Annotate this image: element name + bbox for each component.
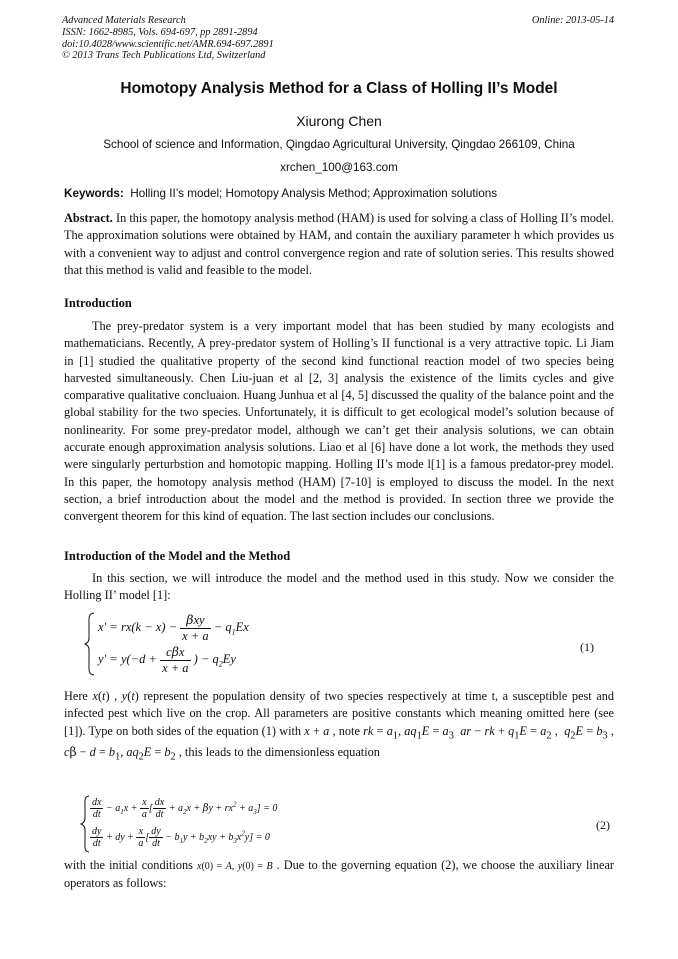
here-word: Here <box>64 689 88 703</box>
journal-header <box>62 15 274 62</box>
issn-line: ISSN: 1662-8985, Vols. 694-697, pp 2891-2894 <box>62 26 258 38</box>
abstract-label: Abstract. <box>64 211 113 225</box>
introduction-text: The prey-predator system is a very important model that has been studied by many ecologists and mathematicians. Recently, A prey-predator system of Holling’s II functional is a very attractive topic. Li Jiam in [1] studied the qualitative property of the second kind functional reaction model of two species being harvested simultaneously. Chen Liu-juan et al [2, 3] analysis the existence of the limits cycles and give comparative qualitative concluaion. Huang Junhua et al [4, 5] discussed the quality of the balance point and the global stability for the two species. Unfortunately, it is difficult to get ecological model’s solution because of nonlinearity. For some prey-predator model, although we can’t get their analysis solutions, we can obtain accurate enough approximation analysis solutions. Liao et al [6] have done a lot work, the methods they used were singularly perturbstion and homotopic mapping. Holling II’s mode l[1] is a famous predator-prey model. In this paper, the homotopy analysis method (HAM) [7-10] is employed to discuss the model. In the next section, a brief introduction about the model and the method is provided. In section three we provide the convergent theorem for this kind of equation. The last section includes our conclusions. <box>64 319 614 524</box>
paper-title: Homotopy Analysis Method for a Class of Holling II’s Model <box>120 80 558 97</box>
abstract-text: In this paper, the homotopy analysis method (HAM) is used for solving a class of Holling II’s model. The approximation solutions were obtained by HAM, and contain the auxiliary parameter h which provides us with a convenient way to adjust and control convergence region and rate of solution series. This results showed that this method is valid and feasible to the model. <box>64 211 615 277</box>
online-date: Online: 2013-05-14 <box>531 15 614 26</box>
equation-1-number: (1) <box>580 640 594 654</box>
journal-name: Advanced Materials Research <box>62 15 186 26</box>
abstract <box>64 210 614 279</box>
introduction-heading: Introduction <box>64 296 132 310</box>
copyright-line: © 2013 Trans Tech Publications Ltd, Switzerland <box>62 50 266 62</box>
after-eq2-text-b: . Due to the governing equation (2), we choose the auxiliary linear operators as follows: <box>64 858 614 891</box>
keywords <box>64 187 620 200</box>
equation-2-number: (2) <box>596 818 610 832</box>
paragraph-after-eq1: Here x(t) , y(t) represent the population density of two species respectively at time t, a susceptible pest and infected pest which live on the crop. All parameters are positive constants which meaning omitted here (see [1]). Type on both sides of the equation (1) with x + a , note rk = $a_1$, $aq_1E = a_3$ ar − rk + $q_1E = a_2$ , $q_2E = b_3$ , $c\beta - d = b_1$, $aq_2E = b_2$ , this leads to the dimensionless equation <box>64 689 614 763</box>
affiliation: School of science and Information, Qingdao Agricultural University, Qingdao 266109, China <box>103 138 575 151</box>
after-eq2-text-a: with the initial conditions <box>64 858 193 872</box>
model-section-intro: In this section, we will introduce the model and the method used in this study. Now we consider the Holling II’ model [1]: <box>64 571 614 603</box>
after-eq1-text-b: , note <box>332 723 360 738</box>
keywords-label: Keywords: <box>64 187 124 200</box>
keywords-text: Holling II’s model; Homotopy Analysis Method; Approximation solutions <box>130 187 498 200</box>
author-name: Xiurong Chen <box>296 113 382 129</box>
left-brace-icon <box>84 612 96 676</box>
after-eq1-text-c: , this leads to the dimensionless equation <box>178 745 380 760</box>
author-email: xrchen_100@163.com <box>280 161 398 174</box>
doi-line: doi:10.4028/www.scientific.net/AMR.694-697.2891 <box>62 38 274 50</box>
model-section-heading: Introduction of the Model and the Method <box>64 549 291 563</box>
paragraph-after-eq2: with the initial conditions x(0) = A, y(0) = B . Due to the governing equation (2), we choose the auxiliary linear operators as follows: <box>64 858 614 891</box>
left-brace-icon <box>80 795 90 853</box>
after-eq1-text-a: represent the population density of two species respectively at time t, a susceptible pest and infected pest which live on the crop. All parameters are positive constants which meaning omitted here (see [1]). Type on both sides of the equation (1) with <box>64 689 614 738</box>
